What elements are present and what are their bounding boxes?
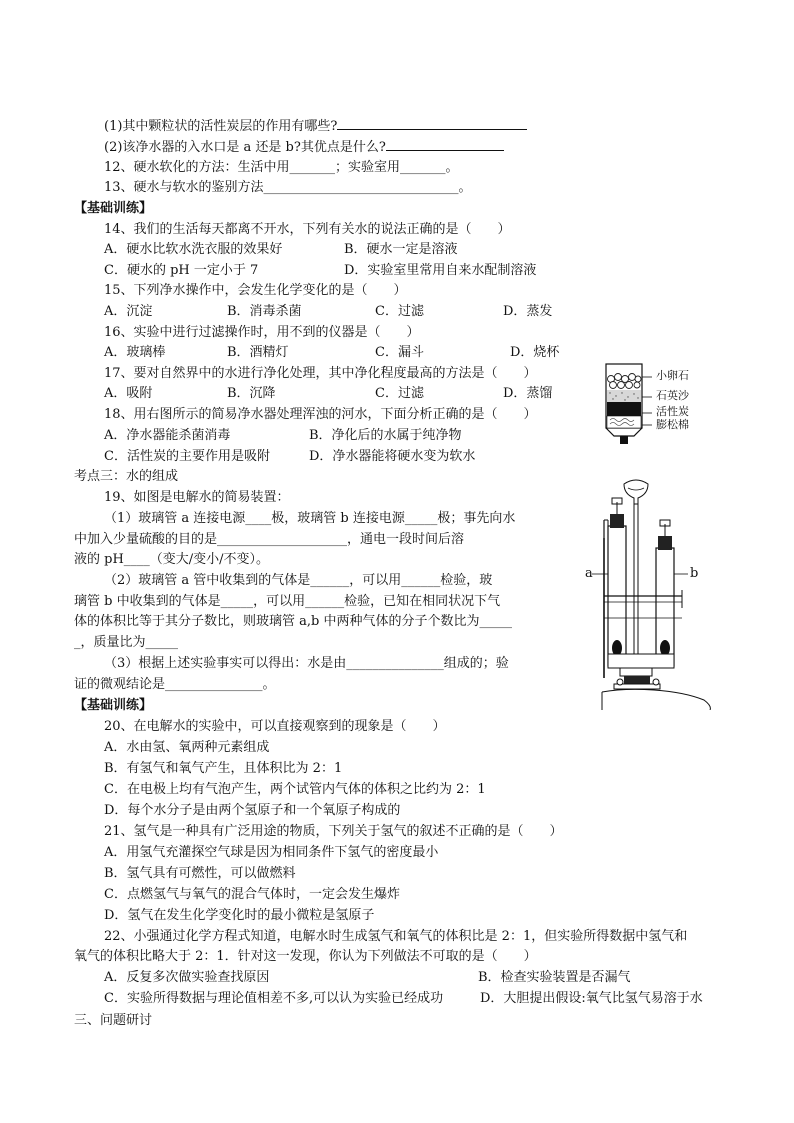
q22-option-a: A．反复多次做实验查找原因	[104, 970, 270, 985]
q22-line2: 氧气的体积比略大于 2：1．针对这一发现，你认为下列做法不可取的是（ ）	[74, 949, 537, 964]
section-basic-training-2: 【基础训练】	[74, 698, 153, 713]
q17-option-c: C．过滤	[375, 386, 424, 401]
q16-option-b: B．酒精灯	[227, 345, 289, 360]
q19-part3-line2: 证的微观结论是_______________。	[74, 677, 276, 692]
q18-option-c: C．活性炭的主要作用是吸附	[104, 449, 270, 464]
q16-option-d: D．烧杯	[510, 345, 560, 360]
q15-option-b: B．消毒杀菌	[227, 304, 302, 319]
q22-option-b: B．检查实验装置是否漏气	[478, 970, 631, 985]
q14-option-b: B．硬水一定是溶液	[344, 242, 458, 257]
q19-part1-line3: 液的 pH____（变大/变小/不变）。	[74, 552, 270, 567]
q18-option-d: D．净水器能将硬水变为软水	[309, 449, 476, 464]
q22-option-d: D．大胆提出假设:氧气比氢气易溶于水	[480, 991, 703, 1006]
q21-option-d: D．氢气在发生化学变化时的最小微粒是氢原子	[104, 908, 375, 923]
q19-part3-line1: （3）根据上述实验事实可以得出：水是由_______________组成的；验	[104, 656, 509, 671]
q19-part2-line2: 璃管 b 中收集到的气体是_____，可以用______检验，已知在相同状况下气	[74, 594, 501, 609]
q17-option-d: D．蒸馏	[503, 386, 553, 401]
q22-option-c: C．实验所得数据与理论值相差不多,可以认为实验已经成功	[104, 991, 444, 1006]
filter-label-cotton: 膨松棉	[656, 418, 689, 431]
section-3-heading: 三、问题研讨	[74, 1013, 153, 1028]
q20-option-d: D．每个水分子是由两个氢原子和一个氧原子构成的	[104, 803, 401, 818]
q19-part1-line1: （1）玻璃管 a 连接电源____极，玻璃管 b 连接电源_____极；事先向水	[104, 511, 516, 526]
q16: 16、实验中进行过滤操作时，用不到的仪器是（ ）	[104, 325, 420, 340]
q19-part2-line4: _，质量比为_____	[74, 635, 179, 650]
q16-option-a: A．玻璃棒	[104, 345, 166, 360]
q15-option-d: D．蒸发	[503, 304, 553, 319]
q15: 15、下列净水操作中，会发生化学变化的是（ ）	[104, 283, 407, 298]
q20-option-b: B．有氢气和氧气产生，且体积比为 2：1	[104, 761, 343, 776]
q21-option-c: C．点燃氢气与氧气的混合气体时，一定会发生爆炸	[104, 887, 400, 902]
electrolysis-label-b: b	[690, 566, 699, 581]
q18-option-a: A．净水器能杀菌消毒	[104, 428, 231, 443]
q11-line-2: (2)该净水器的入水口是 a 还是 b?其优点是什么?	[104, 138, 504, 157]
q19-part2-line3: 体的体积比等于其分子数比，则玻璃管 a,b 中两种气体的分子个数比为_____	[74, 614, 512, 629]
q16-option-c: C．漏斗	[375, 345, 424, 360]
section-basic-training-1: 【基础训练】	[74, 201, 153, 216]
q17: 17、要对自然界中的水进行净化处理，其中净化程度最高的方法是（ ）	[104, 366, 537, 381]
q17-option-b: B．沉降	[227, 386, 276, 401]
q11-line-1: (1)其中颗粒状的活性炭层的作用有哪些?	[104, 117, 527, 136]
q20-option-a: A．水由氢、氧两种元素组成	[104, 740, 270, 755]
q21-option-b: B．氢气具有可燃性，可以做燃料	[104, 866, 296, 881]
filter-label-activated-carbon: 活性炭	[656, 405, 689, 418]
q14-option-d: D．实验室里常用自来水配制溶液	[344, 263, 537, 278]
q19-part1-line2: 中加入少量硫酸的目的是____________________，通电一段时间后溶	[74, 532, 465, 547]
q19-part2-line1: （2）玻璃管 a 管中收集到的气体是______，可以用______检验，玻	[104, 573, 493, 588]
q14: 14、我们的生活每天都离不开水，下列有关水的说法正确的是（ ）	[104, 222, 511, 237]
water-filter-figure	[598, 360, 718, 460]
q13: 13、硬水与软水的鉴别方法______________________________。	[104, 180, 472, 195]
filter-label-quartz-sand: 石英沙	[656, 389, 689, 402]
q18: 18、用右图所示的简易净水器处理浑浊的河水，下面分析正确的是（ ）	[104, 407, 537, 422]
filter-label-pebbles: 小卵石	[656, 369, 689, 382]
q19: 19、如图是电解水的简易装置：	[104, 490, 290, 505]
q15-option-c: C．过滤	[375, 304, 424, 319]
q14-option-a: A．硬水比软水洗衣服的效果好	[104, 242, 283, 257]
q22-line1: 22、小强通过化学方程式知道，电解水时生成氢气和氧气的体积比是 2：1，但实验所得数据中氢气和	[104, 929, 688, 944]
q21: 21、氢气是一种具有广泛用途的物质，下列关于氢气的叙述不正确的是（ ）	[104, 824, 563, 839]
electrolysis-label-a: a	[585, 566, 593, 581]
q17-option-a: A．吸附	[104, 386, 153, 401]
q12: 12、硬水软化的方法：生活中用_______；实验室用_______。	[104, 160, 459, 175]
q14-option-c: C．硬水的 pH 一定小于 7	[104, 263, 259, 278]
q20-option-c: C．在电极上均有气泡产生，两个试管内气体的体积之比约为 2：1	[104, 782, 486, 797]
q21-option-a: A．用氢气充灌探空气球是因为相同条件下氢气的密度最小	[104, 845, 439, 860]
q20: 20、在电解水的实验中，可以直接观察到的现象是（ ）	[104, 719, 446, 734]
q15-option-a: A．沉淀	[104, 304, 153, 319]
electrolysis-diagram	[584, 478, 714, 710]
electrolysis-apparatus-figure	[584, 478, 714, 710]
point-3-heading: 考点三：水的组成	[74, 469, 179, 484]
q18-option-b: B．净化后的水属于纯净物	[309, 428, 462, 443]
